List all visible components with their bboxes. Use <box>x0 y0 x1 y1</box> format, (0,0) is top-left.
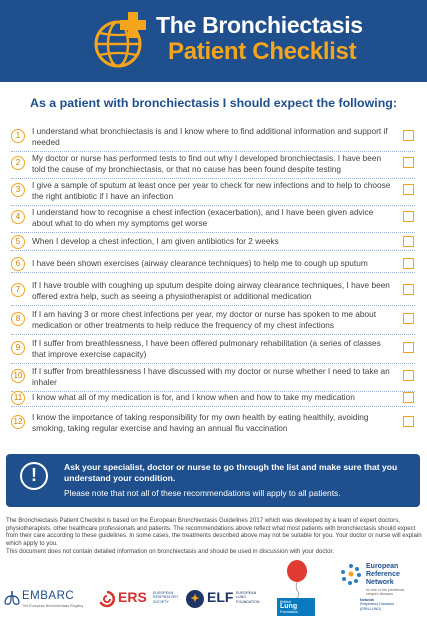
red-balloon-icon <box>286 560 308 598</box>
item-separator <box>11 232 415 233</box>
blf-line-3: Foundation <box>280 610 298 614</box>
item-text: When I develop a chest infection, I am given antibiotics for 2 weeks <box>32 236 279 246</box>
item-separator <box>11 151 415 152</box>
item-checkbox[interactable] <box>403 130 414 141</box>
item-number: 4 <box>11 210 25 224</box>
embarc-name: EMBARC <box>22 590 75 602</box>
item-number: 1 <box>11 129 25 143</box>
item-number: 5 <box>11 235 25 249</box>
item-text: My doctor or nurse has performed tests to find out why I developed bronchiectasis. I have been told the cause of my bronchiectasis, or that no cause has been found despite testing <box>32 153 382 175</box>
item-checkbox[interactable] <box>403 370 414 381</box>
ers-line-3: SOCIETY <box>153 599 169 604</box>
title-line-2: Patient Checklist <box>168 38 357 65</box>
item-separator <box>11 205 415 206</box>
elf-line-1: EUROPEAN <box>236 591 257 595</box>
elf-line-2: LUNG <box>236 595 246 600</box>
lungs-icon <box>4 590 20 606</box>
header-banner <box>0 0 427 82</box>
item-separator <box>11 272 415 273</box>
elf-logo <box>186 588 268 618</box>
ern-line-2: Reference <box>366 571 400 579</box>
item-checkbox[interactable] <box>403 184 414 195</box>
elf-line-3: FOUNDATION <box>236 599 260 604</box>
item-text: I understand how to recognise a chest infection (exacerbation), and I have been given advice about what to do when my symptoms get worse <box>32 207 374 229</box>
item-checkbox[interactable] <box>403 284 414 295</box>
item-text: If I am having 3 or more chest infections per year, my doctor or nurse has spoken to me about medication or other treatments to help reduce the frequency of my chest infections <box>32 309 377 331</box>
ern-line-1: European <box>366 563 399 570</box>
item-text: I have been shown exercises (airway clearance techniques) to help me to cough up sputum <box>32 258 368 268</box>
item-number: 3 <box>11 183 25 197</box>
ers-fullname <box>153 591 178 604</box>
item-separator <box>11 250 415 251</box>
item-separator <box>11 334 415 335</box>
item-number: 9 <box>11 341 25 355</box>
ern-line-3: Network <box>366 579 394 587</box>
item-checkbox[interactable] <box>403 211 414 222</box>
ern-sub-4: Respiratory Diseases <box>360 602 395 607</box>
blf-logo <box>277 598 315 616</box>
item-number: 11 <box>11 391 25 405</box>
item-number: 12 <box>11 415 25 429</box>
item-checkbox[interactable] <box>403 392 414 403</box>
blf-line-2: Lung <box>280 603 298 610</box>
item-checkbox[interactable] <box>403 342 414 353</box>
item-number: 7 <box>11 283 25 297</box>
item-separator <box>11 406 415 407</box>
ern-sub-2: complex diseases <box>366 592 393 596</box>
embarc-logo <box>4 588 88 618</box>
item-separator <box>11 305 415 306</box>
ern-sub-5: (ERN-LUNG) <box>360 606 382 611</box>
ern-name <box>366 563 400 588</box>
elf-name: ELF <box>207 589 234 605</box>
ern-logo <box>336 561 426 619</box>
banner-line-1: Ask your specialist, doctor or nurse to go through the list and make sure that you understand your condition. <box>64 462 398 483</box>
item-number: 10 <box>11 369 25 383</box>
ers-swirl-icon <box>98 590 116 608</box>
globe-with-plus-icon <box>90 10 152 72</box>
ers-line-2: RESPIRATORY <box>153 595 179 600</box>
ers-line-1: EUROPEAN <box>153 591 174 595</box>
advice-banner <box>6 454 420 507</box>
item-number: 6 <box>11 257 25 271</box>
item-checkbox[interactable] <box>403 416 414 427</box>
item-separator <box>11 363 415 364</box>
exclamation-icon: ! <box>20 462 48 490</box>
item-number: 8 <box>11 312 25 326</box>
title-line-1: The Bronchiectasis <box>156 12 363 38</box>
item-checkbox[interactable] <box>403 236 414 247</box>
ern-sub-1: for rare or low prevalence <box>366 588 405 592</box>
item-text: I give a sample of sputum at least once per year to check for new infections and to help to choose the right antibiotic if I have an infection <box>32 180 391 202</box>
blf-line-1: British <box>280 599 292 604</box>
ers-name: ERS <box>118 589 147 605</box>
ers-logo <box>98 588 178 618</box>
item-checkbox[interactable] <box>403 313 414 324</box>
item-checkbox[interactable] <box>403 258 414 269</box>
item-text: I know the importance of taking responsibility for my own health by eating healthily, avoiding smoking, taking regular exercise and having an annual flu vaccination <box>32 412 369 434</box>
item-text: If I suffer from breathlessness I have discussed with my doctor or nurse whether I need to take an inhaler <box>32 366 390 388</box>
item-text: If I have trouble with coughing up sputum despite doing airway clearance techniques, I have been offered extra help, such as seeing a physiotherapist or additional medication <box>32 280 390 302</box>
elf-emblem-icon: ✦ <box>186 590 204 608</box>
partner-logos <box>0 560 427 621</box>
item-text: I know what all of my medication is for, and I know when and how to take my medication <box>32 392 355 402</box>
banner-line-2: Please note that not all of these recommendations will apply to all patients. <box>64 488 341 498</box>
ern-sub-3: Network <box>360 598 375 602</box>
item-checkbox[interactable] <box>403 157 414 168</box>
item-text: If I suffer from breathlessness, I have been offered pulmonary rehabilitation (a series of classes that improve exercise capacity) <box>32 338 381 360</box>
elf-fullname <box>236 591 260 604</box>
subheading: As a patient with bronchiectasis I should expect the following: <box>30 96 397 110</box>
item-separator <box>11 178 415 179</box>
footnote <box>6 517 422 557</box>
footnote-paragraph-1: The Bronchiectasis Patient Checklist is based on the European Bronchiectasis Guidelines 2017 which was developed by a team of expert doctors, physiotherapists, other healthcare professionals and patients. The recommendations above reflect what most patients with bronchiectasis should expect from their care according to these guidelines. In some cases, the treatments described above may not be suitable for you. Your doctor or nurse will explain which apply to you. <box>6 517 422 547</box>
item-text: I understand what bronchiectasis is and I know where to find additional information and support if needed <box>32 126 388 148</box>
item-number: 2 <box>11 156 25 170</box>
footnote-paragraph-2: This document does not contain detailed information on bronchiectasis and should be used in discussion with your doctor. <box>6 548 334 556</box>
ern-dots-icon <box>340 563 362 585</box>
ern-subtext <box>366 588 404 596</box>
embarc-tagline: The European Bronchiectasis Registry <box>22 604 84 608</box>
ern-network <box>360 598 394 611</box>
